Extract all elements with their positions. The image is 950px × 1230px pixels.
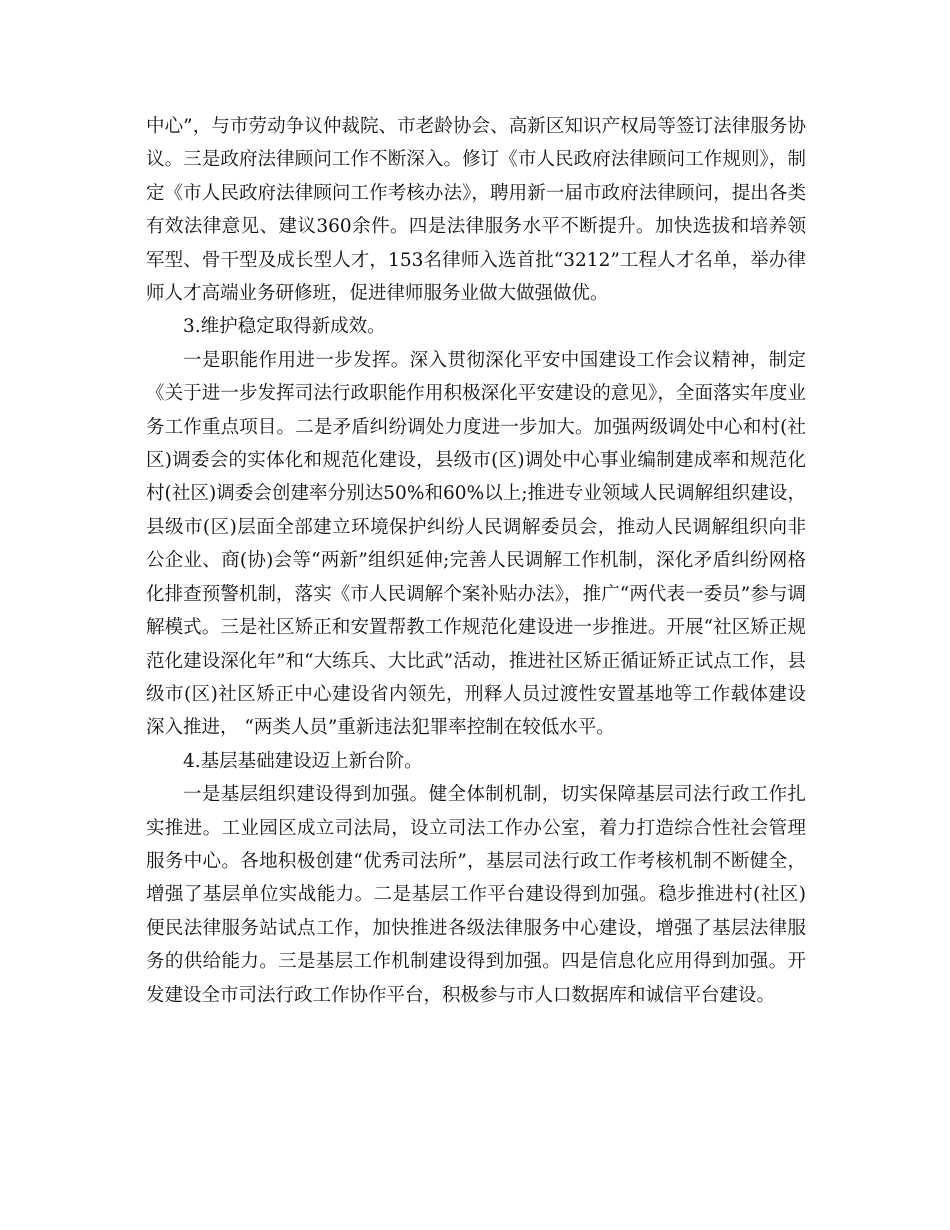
paragraph-grassroots: 一是基层组织建设得到加强。健全体制机制，切实保障基层司法行政工作扎实推进。工业园区成立司法局，设立司法工作办公室，着力打造综合性社会管理服务中心。各地积极创建“优秀司法所”，基层司法行政工作考核机制不断健全，增强了基层单位实战能力。二是基层工作平台建设得到加强。稳步推进村(社区)便民法律服务站试点工作，加快推进各级法律服务中心建设，增强了基层法律服务的供给能力。三是基层工作机制建设得到加强。四是信息化应用得到加强。开发建设全市司法行政工作协作平台，积极参与市人口数据库和诚信平台建设。 xyxy=(146,784,806,1006)
section-heading-grassroots: 4.基层基础建设迈上新台阶。 xyxy=(183,750,423,772)
section-heading-stability: 3.维护稳定取得新成效。 xyxy=(183,316,386,338)
document-body xyxy=(146,110,806,1012)
paragraph-stability: 一是职能作用进一步发挥。深入贯彻深化平安中国建设工作会议精神，制定《关于进一步发挥司法行政职能作用积极深化平安建设的意见》，全面落实年度业务工作重点项目。二是矛盾纠纷调处力度进一步加大。加强两级调处中心和村(社区)调委会的实体化和规范化建设，县级市(区)调处中心事业编制建成率和规范化村(社区)调委会创建率分别达50%和60%以上;推进专业领域人民调解组织建设，县级市(区)层面全部建立环境保护纠纷人民调解委员会，推动人民调解组织向非公企业、商(协)会等“两新”组织延伸;完善人民调解工作机制，深化矛盾纠纷网格化排查预警机制，落实《市人民调解个案补贴办法》，推广“两代表一委员”参与调解模式。三是社区矫正和安置帮教工作规范化建设进一步推进。开展“社区矫正规范化建设深化年”和“大练兵、大比武”活动，推进社区矫正循证矫正试点工作，县级市(区)社区矫正中心建设省内领先，刑释人员过渡性安置基地等工作载体建设深入推进， “两类人员”重新违法犯罪率控制在较低水平。 xyxy=(146,349,806,739)
paragraph-legal-services: 中心”，与市劳动争议仲裁院、市老龄协会、高新区知识产权局等签订法律服务协议。三是政府法律顾问工作不断深入。修订《市人民政府法律顾问工作规则》，制定《市人民政府法律顾问工作考核办法》，聘用新一届市政府法律顾问，提出各类有效法律意见、建议360余件。四是法律服务水平不断提升。加快选拔和培养领军型、骨干型及成长型人才，153名律师入选首批“3212”工程人才名单，举办律师人才高端业务研修班，促进律师服务业做大做强做优。 xyxy=(146,116,806,305)
